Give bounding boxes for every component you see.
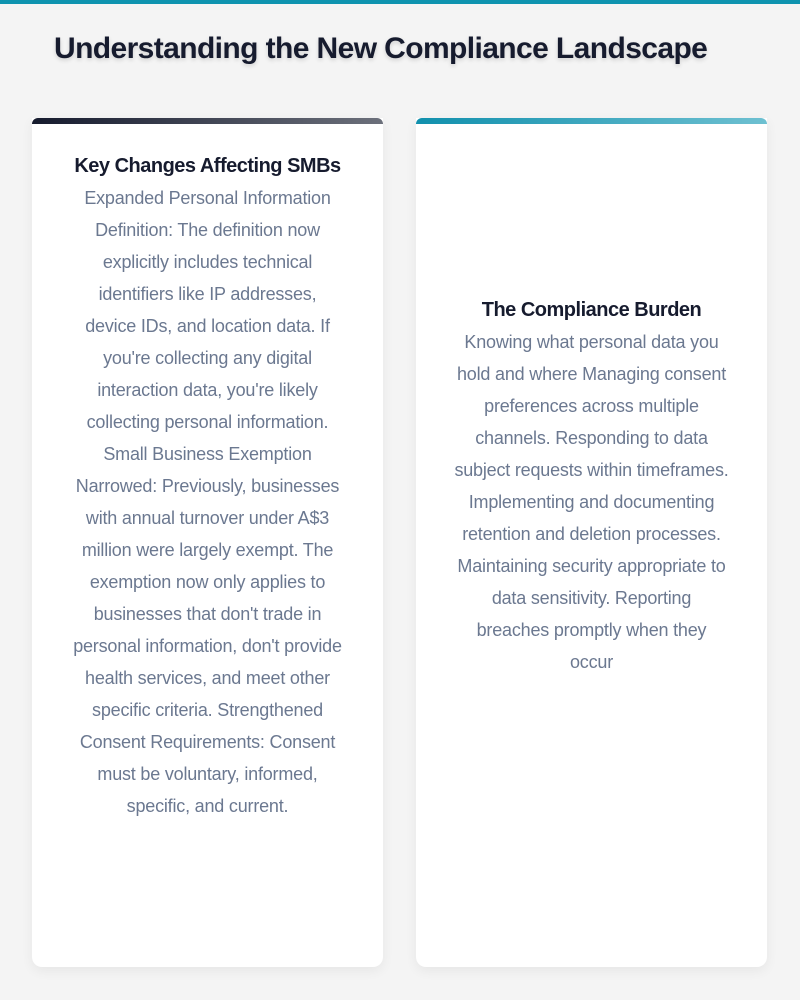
card-content: [72, 152, 343, 822]
card-heading: The Compliance Burden: [481, 299, 702, 321]
top-accent-bar: [0, 0, 800, 4]
card-heading: Key Changes Affecting SMBs: [74, 155, 341, 177]
card-body-text: Knowing what personal data you hold and where Managing consent preferences across multiple channels. Responding to data subject requests within timeframes. Implementing and documenting retention and deletion processes. Maintaining security appropriate to data sensitivity. Reporting breaches promptly when they occur: [454, 332, 729, 672]
key-changes-card: [32, 118, 383, 967]
page-title: Understanding the New Compliance Landscape: [54, 32, 708, 65]
compliance-burden-card: [416, 118, 767, 967]
card-body-text: Expanded Personal Information Definition: The definition now explicitly includes technical identifiers like IP addresses, device IDs, and location data. If you're collecting any digital interaction data, you're likely collecting personal information. Small Business Exemption Narrowed: Previously, businesses with annual turnover under A$3 million were largely exempt. The exemption now only applies to businesses that don't trade in personal information, don't provide health services, and meet other specific criteria. Strengthened Consent Requirements: Consent must be voluntary, informed, specific, and current.: [73, 188, 342, 816]
card-content: [454, 296, 729, 678]
